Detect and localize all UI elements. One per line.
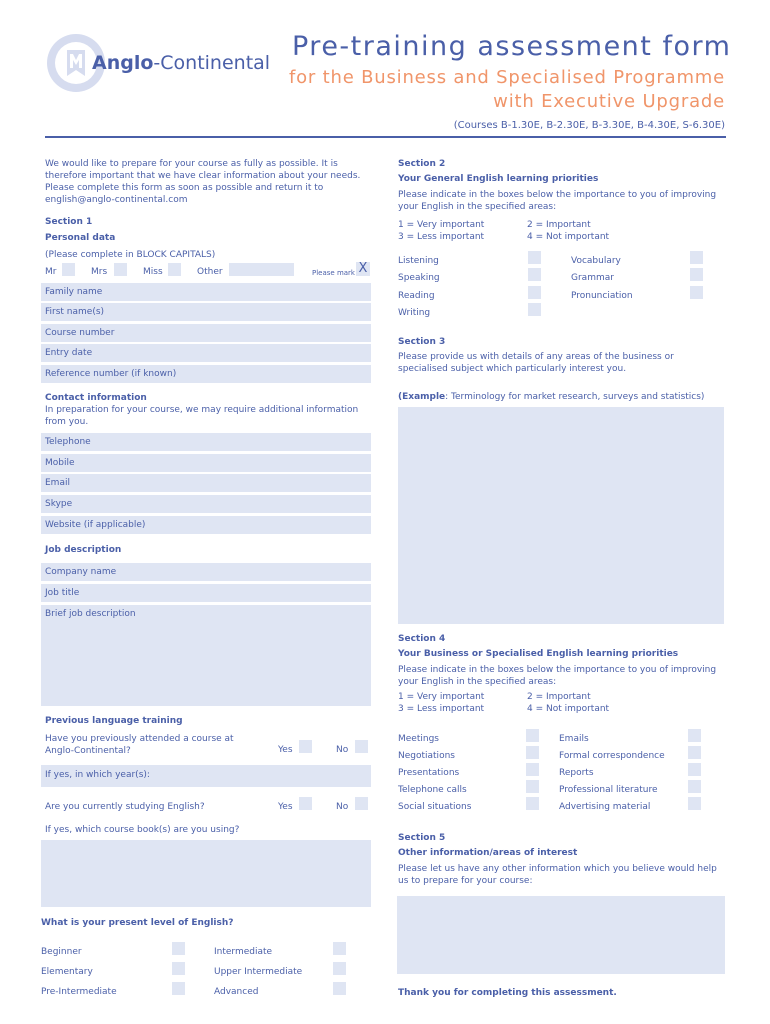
previous-training-title: Previous language training [45,716,183,726]
emails-label: Emails [559,734,589,744]
section5-description: Please let us have any other information which you believe would help us to prepare for your course: [398,864,717,886]
section2-heading: Section 2 [398,159,446,169]
section2-scale-3: 3 = Less important [398,232,485,242]
speaking-box[interactable] [528,268,541,281]
header-divider [45,136,726,138]
reading-label: Reading [398,291,435,301]
telephone-field[interactable]: Telephone [41,433,371,451]
thank-you-message: Thank you for completing this assessment. [398,988,617,998]
advertising-material-label: Advertising material [559,802,651,812]
course-number-field[interactable]: Course number [41,324,371,342]
email-field[interactable]: Email [41,474,371,492]
section5-other-info-field[interactable] [397,896,725,974]
currently-studying-question: Are you currently studying English? [45,802,205,812]
section4-scale-2: 2 = Important [527,692,591,702]
section2-description: Please indicate in the boxes below the importance to you of improving your English in the specified areas: [398,190,717,212]
company-name-field[interactable]: Company name [41,563,371,581]
section4-scale-3: 3 = Less important [398,704,485,714]
brand-name: Anglo-Continental [92,52,271,74]
skype-field[interactable]: Skype [41,495,371,513]
section3-interests-field[interactable] [398,407,724,624]
currently-studying-yes-label: Yes [278,802,293,812]
level-pre-intermediate-label: Pre-Intermediate [41,987,117,997]
section3-example: (Example: Terminology for market research, surveys and statistics) [398,392,705,402]
professional-literature-box[interactable] [688,780,701,793]
job-title-field[interactable]: Job title [41,584,371,602]
title-mr-label: Mr [45,267,57,277]
section4-heading: Section 4 [398,634,446,644]
section3-description: Please provide us with details of any areas of the business or specialised subject which particularly interest you. [398,352,674,374]
contact-title: Contact information [45,393,147,403]
level-upper-intermediate-checkbox[interactable] [333,962,346,975]
writing-label: Writing [398,308,431,318]
course-codes: (Courses B-1.30E, B-2.30E, B-3.30E, B-4.30E, S-6.30E) [453,120,725,131]
level-elementary-label: Elementary [41,967,93,977]
advertising-material-box[interactable] [688,797,701,810]
reference-number-field[interactable]: Reference number (if known) [41,365,371,383]
page-title: Pre-training assessment form [292,31,732,62]
please-mark-note: Please mark [312,269,355,277]
previous-course-no-label: No [336,745,349,755]
emails-box[interactable] [688,729,701,742]
formal-correspondence-box[interactable] [688,746,701,759]
pronunciation-box[interactable] [690,286,703,299]
writing-box[interactable] [528,303,541,316]
professional-literature-label: Professional literature [559,785,658,795]
telephone-calls-box[interactable] [526,780,539,793]
please-mark-example-box [356,262,370,276]
title-mrs-checkbox[interactable] [114,263,127,276]
currently-studying-no-checkbox[interactable] [355,797,368,810]
reports-label: Reports [559,768,594,778]
section4-scale-4: 4 = Not important [527,704,610,714]
presentations-box[interactable] [526,763,539,776]
section5-title: Other information/areas of interest [398,848,578,858]
meetings-label: Meetings [398,734,439,744]
page-subtitle-line2: with Executive Upgrade [493,91,725,112]
section2-title: Your General English learning priorities [398,174,599,184]
negotiations-label: Negotiations [398,751,455,761]
level-intermediate-label: Intermediate [214,947,273,957]
currently-studying-no-label: No [336,802,349,812]
speaking-label: Speaking [398,273,440,283]
grammar-label: Grammar [571,273,614,283]
english-level-title: What is your present level of English? [41,918,234,928]
currently-studying-yes-checkbox[interactable] [299,797,312,810]
section3-heading: Section 3 [398,337,446,347]
vocabulary-label: Vocabulary [571,256,621,266]
contact-description: In preparation for your course, we may require additional information from you. [45,405,359,427]
x-mark-icon: X [358,261,368,276]
social-situations-box[interactable] [526,797,539,810]
meetings-box[interactable] [526,729,539,742]
previous-course-no-checkbox[interactable] [355,740,368,753]
reports-box[interactable] [688,763,701,776]
section2-scale-4: 4 = Not important [527,232,610,242]
website-field[interactable]: Website (if applicable) [41,516,371,534]
listening-label: Listening [398,256,439,266]
page-subtitle-line1: for the Business and Specialised Programme [288,67,725,88]
section2-scale-1: 1 = Very important [398,220,485,230]
section4-description: Please indicate in the boxes below the importance to you of improving your English in the specified areas: [398,665,717,687]
brief-job-description-field[interactable]: Brief job description [41,605,371,706]
level-advanced-checkbox[interactable] [333,982,346,995]
title-miss-checkbox[interactable] [168,263,181,276]
section2-scale-2: 2 = Important [527,220,591,230]
formal-correspondence-label: Formal correspondence [559,751,665,761]
reading-box[interactable] [528,286,541,299]
level-beginner-checkbox[interactable] [172,942,185,955]
previous-course-question: Have you previously attended a course at Anglo-Continental? [45,734,234,756]
title-mr-checkbox[interactable] [62,263,75,276]
previous-course-yes-label: Yes [278,745,293,755]
level-upper-intermediate-label: Upper Intermediate [214,967,303,977]
telephone-calls-label: Telephone calls [398,785,467,795]
presentations-label: Presentations [398,768,460,778]
level-pre-intermediate-checkbox[interactable] [172,982,185,995]
listening-box[interactable] [528,251,541,264]
section4-title: Your Business or Specialised English learning priorities [398,649,679,659]
level-intermediate-checkbox[interactable] [333,942,346,955]
level-elementary-checkbox[interactable] [172,962,185,975]
section4-scale-1: 1 = Very important [398,692,485,702]
social-situations-label: Social situations [398,802,472,812]
pronunciation-label: Pronunciation [571,291,633,301]
mobile-field[interactable]: Mobile [41,454,371,472]
grammar-box[interactable] [690,268,703,281]
vocabulary-box[interactable] [690,251,703,264]
level-beginner-label: Beginner [41,947,82,957]
title-other-label: Other [197,267,223,277]
first-names-field[interactable]: First name(s) [41,303,371,321]
negotiations-box[interactable] [526,746,539,759]
previous-years-field[interactable]: If yes, in which year(s): [41,765,371,787]
title-mrs-label: Mrs [91,267,108,277]
block-capitals-note: (Please complete in BLOCK CAPITALS) [45,250,216,260]
previous-course-yes-checkbox[interactable] [299,740,312,753]
title-other-field[interactable] [229,263,294,276]
family-name-field[interactable]: Family name [41,283,371,301]
section1-title: Personal data [45,233,116,243]
entry-date-field[interactable]: Entry date [41,344,371,362]
course-books-field[interactable] [41,840,371,907]
title-miss-label: Miss [143,267,163,277]
job-description-title: Job description [45,545,122,555]
intro-text: We would like to prepare for your course as fully as possible. It is therefore important that we have clear information about your needs. Please complete this form as soon as possible and return it to english@anglo-continental.com [45,159,361,205]
level-advanced-label: Advanced [214,987,259,997]
section5-heading: Section 5 [398,833,446,843]
course-books-question: If yes, which course book(s) are you using? [45,825,240,835]
section1-heading: Section 1 [45,217,93,227]
